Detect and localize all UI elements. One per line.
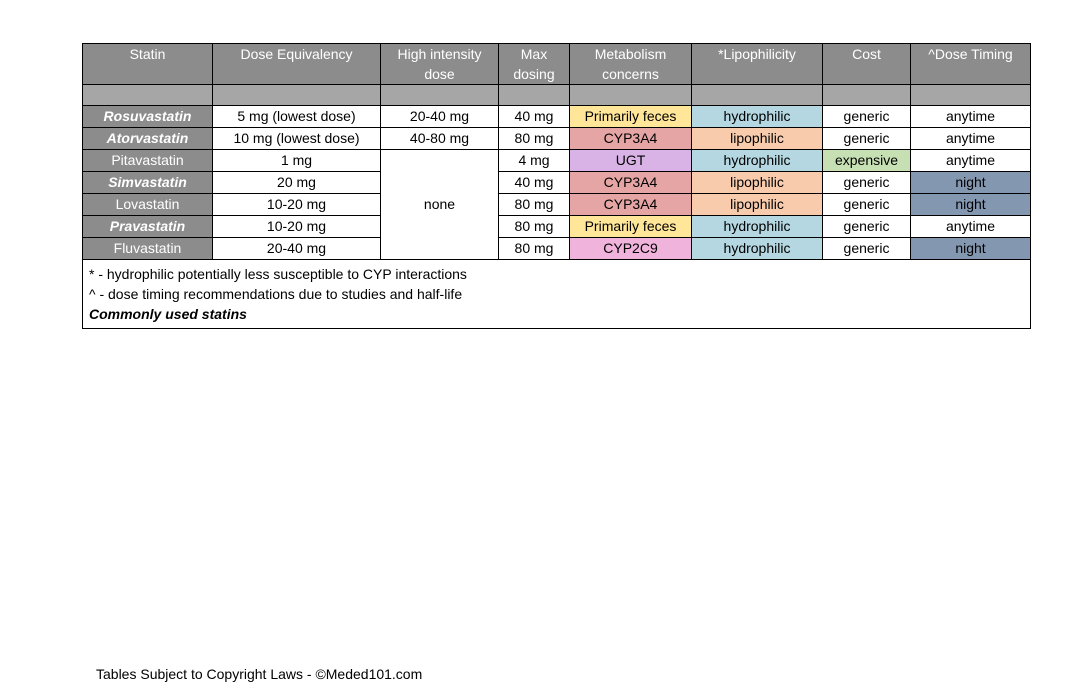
- header-statin: Statin: [83, 44, 213, 85]
- copyright-notice: Tables Subject to Copyright Laws - ©Meded101.com: [96, 666, 423, 682]
- max-dosing: 80 mg: [499, 128, 570, 150]
- table-row: [83, 216, 1031, 238]
- lipophilicity: hydrophilic: [692, 150, 823, 172]
- table-row: [83, 150, 1031, 172]
- metabolism-concern: Primarily feces: [570, 216, 692, 238]
- max-dosing: 80 mg: [499, 238, 570, 260]
- metabolism-concern: CYP3A4: [570, 128, 692, 150]
- metabolism-concern: CYP2C9: [570, 238, 692, 260]
- max-dosing: 80 mg: [499, 216, 570, 238]
- footnote-dose-timing: ^ - dose timing recommendations due to studies and half-life: [89, 286, 463, 302]
- dose-equivalency: 5 mg (lowest dose): [213, 106, 381, 128]
- header-dose-equivalency: Dose Equivalency: [213, 44, 381, 85]
- statin-name: Pitavastatin: [83, 150, 213, 172]
- table-row: [83, 194, 1031, 216]
- table-row: [83, 106, 1031, 128]
- metabolism-concern: Primarily feces: [570, 106, 692, 128]
- statin-name: Pravastatin: [83, 216, 213, 238]
- dose-timing: anytime: [911, 150, 1031, 172]
- footnote-lipophilicity: * - hydrophilic potentially less susceptible to CYP interactions: [89, 266, 467, 282]
- dose-timing: anytime: [911, 216, 1031, 238]
- dose-timing: anytime: [911, 128, 1031, 150]
- footnote-commonly-used: Commonly used statins: [89, 306, 247, 322]
- max-dosing: 40 mg: [499, 106, 570, 128]
- lipophilicity: hydrophilic: [692, 106, 823, 128]
- dose-equivalency: 20-40 mg: [213, 238, 381, 260]
- header-metabolism-concerns: Metabolism concerns: [570, 44, 692, 85]
- footnote-row: [83, 260, 1031, 329]
- high-intensity-dose: 40-80 mg: [381, 128, 499, 150]
- max-dosing: 80 mg: [499, 194, 570, 216]
- dose-timing: anytime: [911, 106, 1031, 128]
- lipophilicity: lipophilic: [692, 194, 823, 216]
- metabolism-concern: CYP3A4: [570, 172, 692, 194]
- cost: generic: [823, 128, 911, 150]
- table-row: [83, 128, 1031, 150]
- max-dosing: 4 mg: [499, 150, 570, 172]
- dose-equivalency: 1 mg: [213, 150, 381, 172]
- dose-timing: night: [911, 194, 1031, 216]
- dose-equivalency: 10-20 mg: [213, 194, 381, 216]
- statin-name: Lovastatin: [83, 194, 213, 216]
- lipophilicity: hydrophilic: [692, 216, 823, 238]
- header-cost: Cost: [823, 44, 911, 85]
- header-row: [83, 44, 1031, 85]
- lipophilicity: hydrophilic: [692, 238, 823, 260]
- dose-timing: night: [911, 172, 1031, 194]
- footnote-cell: [83, 260, 1031, 329]
- metabolism-concern: CYP3A4: [570, 194, 692, 216]
- max-dosing: 40 mg: [499, 172, 570, 194]
- statin-comparison-table: [82, 43, 1031, 329]
- lipophilicity: lipophilic: [692, 172, 823, 194]
- statin-name: Simvastatin: [83, 172, 213, 194]
- cost: generic: [823, 216, 911, 238]
- dose-equivalency: 10 mg (lowest dose): [213, 128, 381, 150]
- metabolism-concern: UGT: [570, 150, 692, 172]
- lipophilicity: lipophilic: [692, 128, 823, 150]
- table-row: [83, 238, 1031, 260]
- dose-equivalency: 10-20 mg: [213, 216, 381, 238]
- header-lipophilicity: *Lipophilicity: [692, 44, 823, 85]
- statin-name: Rosuvastatin: [83, 106, 213, 128]
- dose-timing: night: [911, 238, 1031, 260]
- high-intensity-dose-none: none: [381, 150, 499, 260]
- cost: generic: [823, 172, 911, 194]
- spacer-row: [83, 85, 1031, 106]
- header-dose-timing: ^Dose Timing: [911, 44, 1031, 85]
- statin-name: Atorvastatin: [83, 128, 213, 150]
- high-intensity-dose: 20-40 mg: [381, 106, 499, 128]
- header-high-intensity-dose: High intensity dose: [381, 44, 499, 85]
- cost: generic: [823, 194, 911, 216]
- cost: expensive: [823, 150, 911, 172]
- cost: generic: [823, 238, 911, 260]
- header-max-dosing: Max dosing: [499, 44, 570, 85]
- dose-equivalency: 20 mg: [213, 172, 381, 194]
- statin-name: Fluvastatin: [83, 238, 213, 260]
- table-row: [83, 172, 1031, 194]
- cost: generic: [823, 106, 911, 128]
